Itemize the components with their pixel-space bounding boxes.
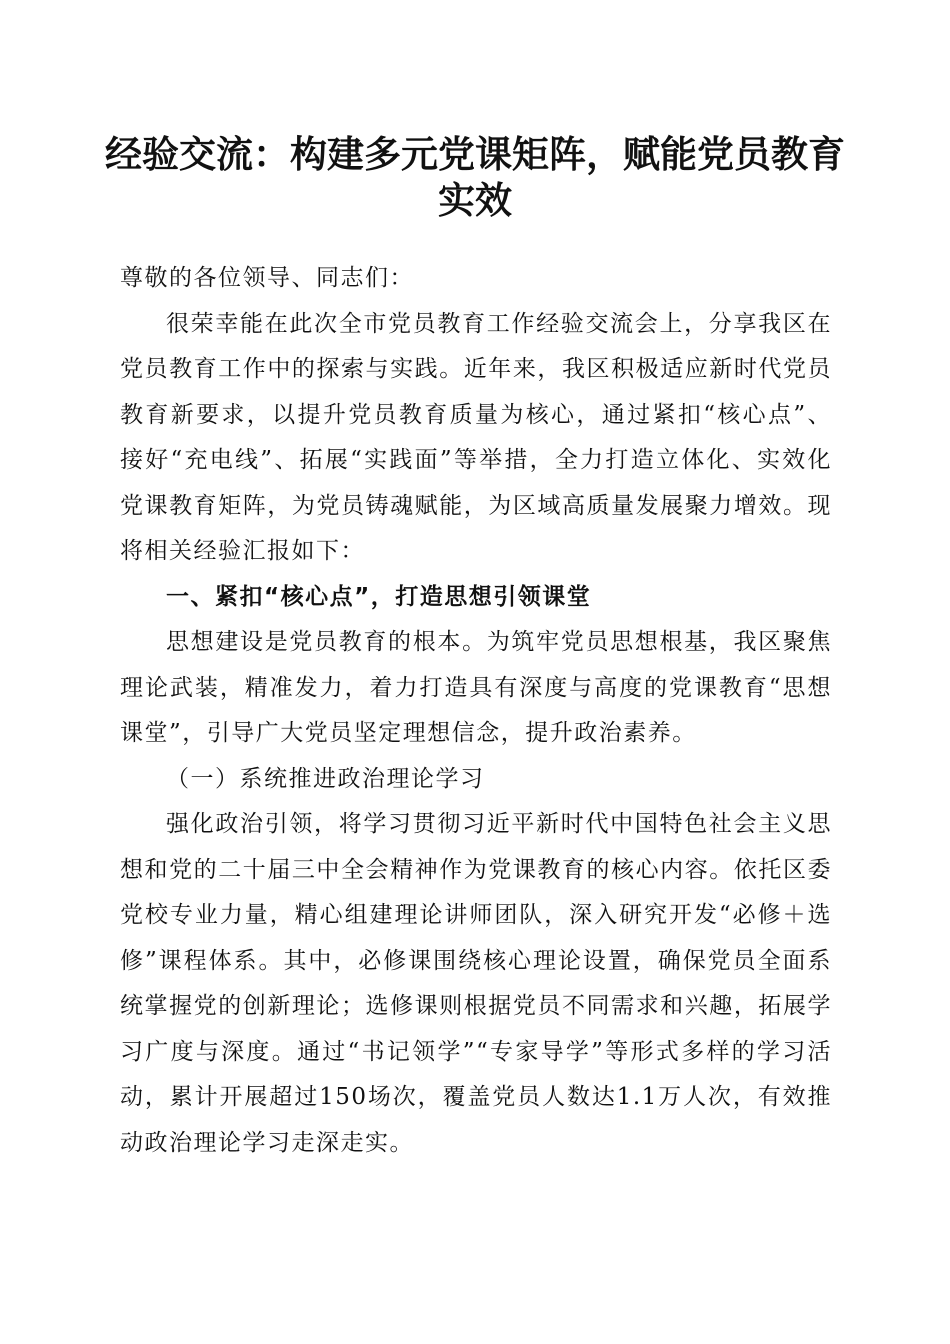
title-line-1: 经验交流：构建多元党课矩阵，赋能党员教育: [105, 133, 845, 176]
section-1-paragraph: 思想建设是党员教育的根本。为筑牢党员思想根基，我区聚焦理论武装，精准发力，着力打造具有深度与高度的党课教育“思想课堂”，引导广大党员坚定理想信念，提升政治素养。: [120, 629, 832, 746]
subsection-1-paragraph: 强化政治引领，将学习贯彻习近平新时代中国特色社会主义思想和党的二十届三中全会精神作为党课教育的核心内容。依托区委党校专业力量，精心组建理论讲师团队，深入研究开发“必修＋选修”课程体系。其中，必修课围绕核心理论设置，确保党员全面系统掌握党的创新理论；选修课则根据党员不同需求和兴趣，拓展学习广度与深度。通过“书记领学”“专家导学”等形式多样的学习活动，累计开展超过150场次，覆盖党员人数达1.1万人次，有效推动政治理论学习走深走实。: [120, 811, 832, 1156]
document-body: [120, 256, 832, 1166]
document-title: [100, 132, 850, 224]
section-1-heading: 一、紧扣“核心点”，打造思想引领课堂: [166, 583, 592, 610]
subsection-1-heading: （一）系统推进政治理论学习: [166, 765, 485, 792]
salutation: 尊敬的各位领导、同志们：: [120, 265, 414, 291]
title-line-2: 实效: [438, 179, 512, 222]
intro-paragraph: 很荣幸能在此次全市党员教育工作经验交流会上，分享我区在党员教育工作中的探索与实践。近年来，我区积极适应新时代党员教育新要求，以提升党员教育质量为核心，通过紧扣“核心点”、接好“充电线”、拓展“实践面”等举措，全力打造立体化、实效化党课教育矩阵，为党员铸魂赋能，为区域高质量发展聚力增效。现将相关经验汇报如下：: [120, 310, 832, 564]
